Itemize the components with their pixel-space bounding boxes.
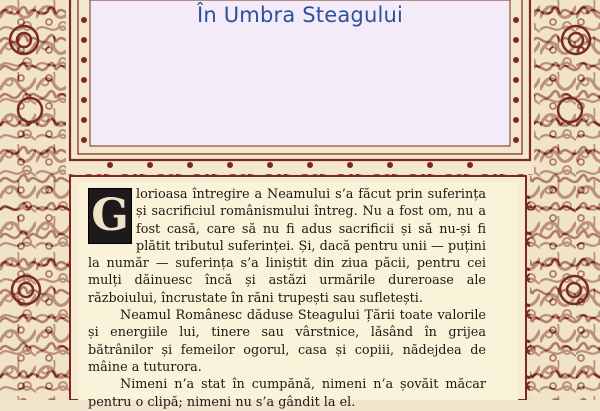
dropcap-ornament	[88, 188, 132, 244]
paragraph-1	[88, 186, 486, 307]
paragraph-1-text: lorioasa întregire a Neamului s’a făcut prin suferința și sacrificiul românismului întreg. Nu a fost om, nu a fost casă, care să nu fi adus sacrificii și să nu-și fi plătit tributul suferinței. Și, dacă pentru unii — puțini la număr — suferința s’a liniștit din ziua păcii, pentru cei mulți dăinuesc încă și astăzi urmările dureroase ale războiului, încrustate în răni trupești sau sufletești.	[88, 187, 486, 306]
article-body	[88, 186, 486, 411]
page-title: În Umbra Steagului	[196, 3, 404, 27]
paragraph-2: Neamul Românesc dăduse Steagului Țării toate valorile și energiile lui, tinere sau vârstnice, lăsând în grijea bătrânilor și femeilor ogorul, casa și copiii, nădejdea de mâine a tuturora.	[88, 308, 486, 375]
dropcap-letter: G	[91, 190, 129, 241]
paragraph-3: Nimeni n’a stat în cumpănă, nimeni n’a șovăit măcar pentru o clipă; nimeni nu s’a gândit la el.	[88, 377, 486, 410]
